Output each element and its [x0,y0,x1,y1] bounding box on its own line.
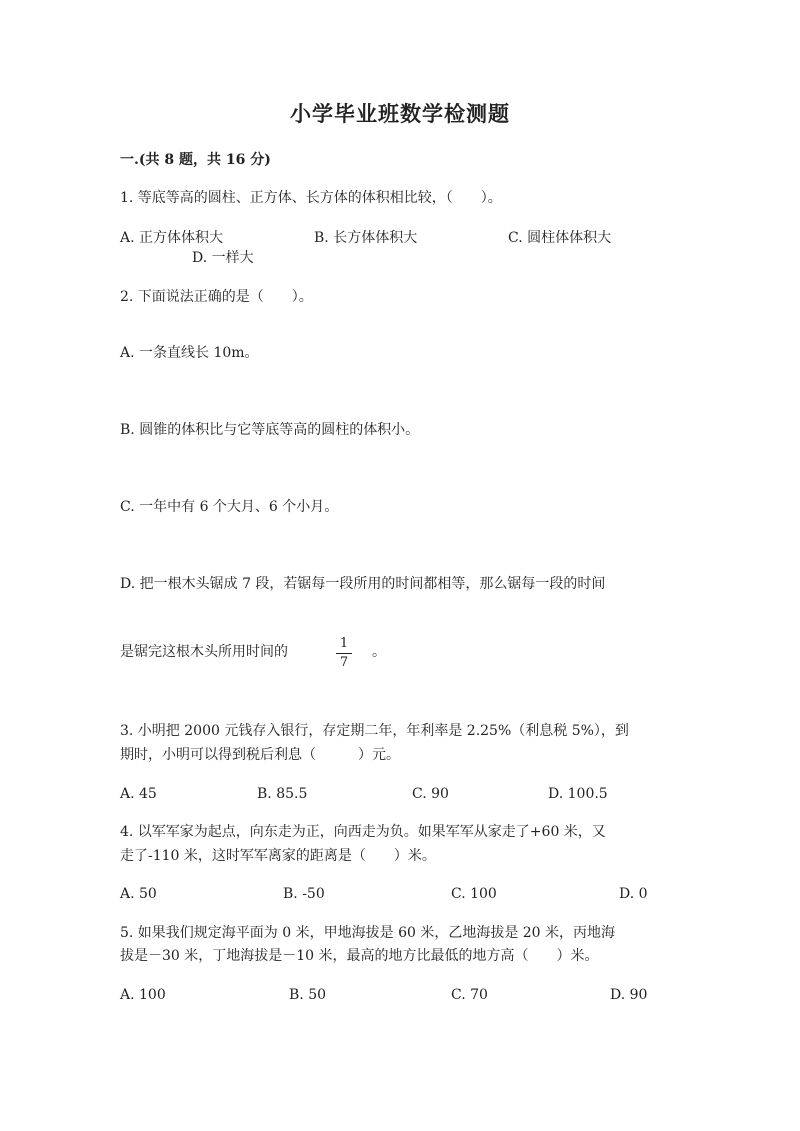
question-4-option-c: C. 100 [451,886,497,902]
question-2-text: 2. 下面说法正确的是（ ）。 [120,289,313,305]
fraction-numerator: 1 [339,636,349,651]
question-4-option-d: D. 0 [619,886,648,902]
question-5-option-d: D. 90 [610,987,648,1003]
question-3-option-a: A. 45 [120,786,157,802]
question-5-option-c: C. 70 [451,987,488,1003]
question-3-option-b: B. 85.5 [257,786,308,802]
question-1-option-d: D. 一样大 [192,250,254,266]
question-5-option-a: A. 100 [120,987,166,1003]
section-heading: 一.(共 8 题，共 16 分) [120,152,271,168]
question-1-text: 1. 等底等高的圆柱、正方体、长方体的体积相比较，（ ）。 [120,190,502,206]
question-4-line-2: 走了-110 米，这时军军离家的距离是（ ）米。 [120,848,436,864]
question-1-option-c: C. 圆柱体体积大 [508,230,612,246]
question-2-end-mark: 。 [372,644,386,660]
question-2-option-d: D. 把一根木头锯成 7 段，若锯每一段所用的时间都相等，那么锯每一段的时间 [120,576,606,592]
fraction-bar [336,653,352,654]
question-2-option-b: B. 圆锥的体积比与它等底等高的圆柱的体积小。 [120,422,420,438]
question-2-option-d-continuation: 是锯完这根木头所用时间的 [120,644,288,660]
question-5-line-2: 拔是－30 米，丁地海拔是－10 米，最高的地方比最低的地方高（ ）米。 [120,948,599,964]
question-4-line-1: 4. 以军军家为起点，向东走为正，向西走为负。如果军军从家走了+60 米，又 [120,824,606,840]
question-2-option-c: C. 一年中有 6 个大月、6 个小月。 [120,499,339,515]
question-3-option-d: D. 100.5 [548,786,608,802]
question-5-option-b: B. 50 [289,987,327,1003]
page-title: 小学毕业班数学检测题 [290,101,510,126]
question-2-option-a: A. 一条直线长 10m。 [120,345,259,361]
question-3-line-1: 3. 小明把 2000 元钱存入银行，存定期二年，年利率是 2.25%（利息税 5%），到 [120,723,629,739]
question-5-line-1: 5. 如果我们规定海平面为 0 米，甲地海拔是 60 米，乙地海拔是 20 米，丙地海 [120,925,616,941]
question-3-line-2: 期时，小明可以得到税后利息（ ）元。 [120,747,400,763]
question-1-option-a: A. 正方体体积大 [120,230,224,246]
question-4-option-a: A. 50 [120,886,157,902]
question-4-option-b: B. -50 [283,886,325,902]
question-3-option-c: C. 90 [412,786,449,802]
question-1-option-b: B. 长方体体积大 [314,230,418,246]
fraction [336,636,352,671]
fraction-denominator: 7 [339,655,349,670]
